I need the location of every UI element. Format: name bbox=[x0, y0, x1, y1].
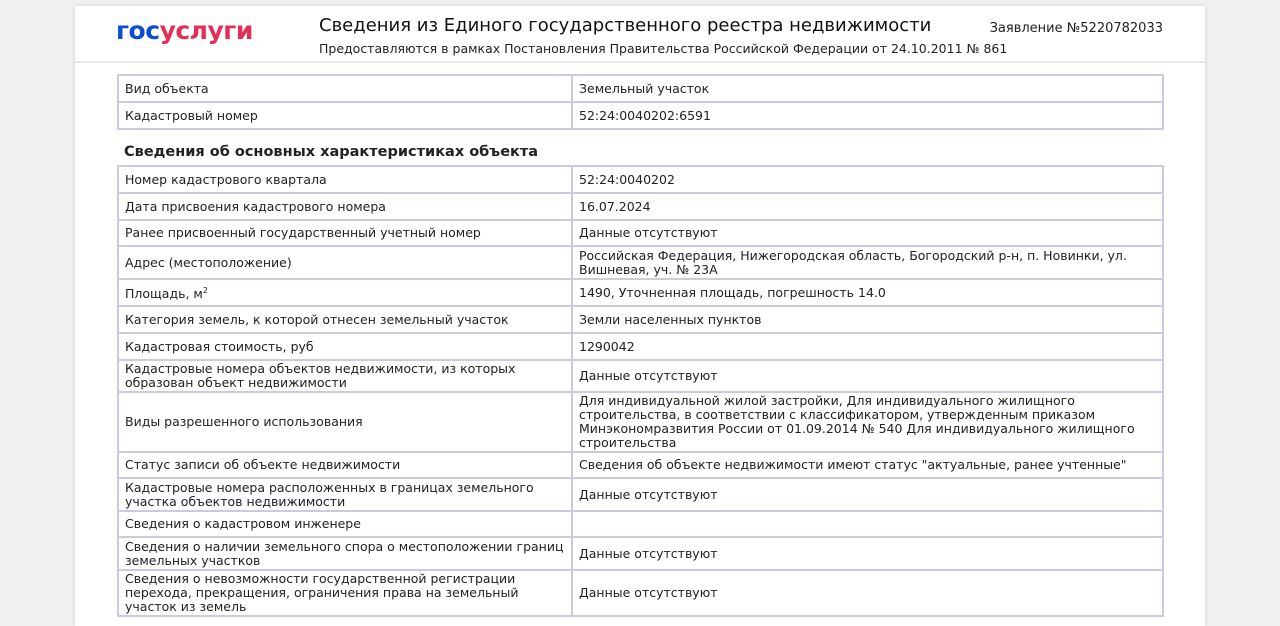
row-value: Земли населенных пунктов bbox=[572, 306, 1163, 333]
label-text: Статус записи об объекте недвижимости bbox=[125, 457, 401, 472]
row-label bbox=[118, 570, 572, 616]
document-header bbox=[75, 6, 1205, 63]
row-label bbox=[118, 306, 572, 333]
row-value: Данные отсутствуют bbox=[572, 478, 1163, 511]
row-label bbox=[118, 537, 572, 570]
logo-part: услуги bbox=[159, 16, 253, 45]
row-label bbox=[118, 279, 572, 306]
label-text: Адрес (местоположение) bbox=[125, 254, 292, 270]
section-title: Сведения об основных характеристиках объекта bbox=[124, 144, 539, 160]
label-text: Сведения о кадастровом инженере bbox=[125, 516, 361, 531]
label-text: Номер кадастрового квартала bbox=[125, 171, 327, 187]
table-row bbox=[118, 478, 1163, 511]
row-label bbox=[118, 166, 572, 193]
table-row bbox=[118, 570, 1163, 616]
table-row bbox=[118, 306, 1163, 333]
row-value: Данные отсутствуют bbox=[572, 220, 1163, 246]
table-row bbox=[118, 220, 1163, 246]
row-label bbox=[118, 360, 572, 392]
row-label bbox=[118, 246, 572, 279]
row-value: Сведения об объекте недвижимости имеют статус "актуальные, ранее учтенные" bbox=[572, 452, 1163, 478]
label-text: Кадастровая стоимость, руб bbox=[125, 338, 314, 354]
object-table bbox=[117, 74, 1164, 130]
row-value: Данные отсутствуют bbox=[572, 537, 1163, 570]
row-label bbox=[118, 478, 572, 511]
label-text: Площадь, м bbox=[125, 286, 203, 302]
row-value: 52:24:0040202 bbox=[572, 166, 1163, 193]
gosuslugi-logo bbox=[116, 16, 253, 45]
table-row bbox=[118, 279, 1163, 306]
superscript: 2 bbox=[202, 285, 208, 295]
row-value: 1290042 bbox=[572, 333, 1163, 360]
row-value: 1490, Уточненная площадь, погрешность 14.0 bbox=[572, 279, 1163, 306]
table-row bbox=[118, 166, 1163, 193]
row-value: Российская Федерация, Нижегородская область, Богородский р-н, п. Новинки, ул. Вишневая, уч. № 23А bbox=[572, 246, 1163, 279]
label-text: Кадастровые номера расположенных в границах земельного участка объектов недвижимости bbox=[125, 479, 534, 509]
table-row bbox=[118, 102, 1163, 129]
row-value: Данные отсутствуют bbox=[572, 570, 1163, 616]
label-text: Ранее присвоенный государственный учетный номер bbox=[125, 225, 481, 240]
row-label: Кадастровый номер bbox=[118, 102, 572, 129]
label-text: Кадастровые номера объектов недвижимости, из которых образован объект недвижимости bbox=[125, 361, 516, 390]
label-text: Сведения о невозможности государственной регистрации перехода, прекращения, ограничения права на земельный участок из земель bbox=[125, 571, 519, 614]
document-title: Сведения из Единого государственного реестра недвижимости bbox=[319, 15, 932, 36]
table-row bbox=[118, 360, 1163, 392]
row-value bbox=[572, 511, 1163, 537]
row-value: 16.07.2024 bbox=[572, 193, 1163, 220]
logo-part: гос bbox=[116, 16, 160, 45]
label-text: Категория земель, к которой отнесен земельный участок bbox=[125, 311, 509, 327]
table-row bbox=[118, 511, 1163, 537]
document-subtitle: Предоставляются в рамках Постановления Правительства Российской Федерации от 24.10.2011 № 861 bbox=[319, 41, 1008, 56]
table-row bbox=[118, 246, 1163, 279]
row-label bbox=[118, 511, 572, 537]
row-label bbox=[118, 333, 572, 360]
label-text: Сведения о наличии земельного спора о местоположении границ земельных участков bbox=[125, 538, 564, 568]
row-value: 52:24:0040202:6591 bbox=[572, 102, 1163, 129]
application-number: Заявление №5220782033 bbox=[989, 21, 1163, 36]
table-row bbox=[118, 75, 1163, 102]
row-value: Данные отсутствуют bbox=[572, 360, 1163, 392]
row-label bbox=[118, 452, 572, 478]
characteristics-table bbox=[117, 165, 1164, 617]
row-label bbox=[118, 392, 572, 452]
document-page bbox=[75, 6, 1205, 626]
row-label bbox=[118, 193, 572, 220]
row-label bbox=[118, 220, 572, 246]
label-text: Дата присвоения кадастрового номера bbox=[125, 198, 386, 214]
table-row bbox=[118, 333, 1163, 360]
row-value: Для индивидуальной жилой застройки, Для индивидуального жилищного строительства, в соответствии с классификатором, утвержденным приказом Минэкономразвития России от 01.09.2014 № 540 Для индивидуального жилищного строительства bbox=[572, 392, 1163, 452]
table-row bbox=[118, 452, 1163, 478]
row-value: Земельный участок bbox=[572, 75, 1163, 102]
table-row bbox=[118, 537, 1163, 570]
row-label: Вид объекта bbox=[118, 75, 572, 102]
table-row bbox=[118, 392, 1163, 452]
label-text: Виды разрешенного использования bbox=[125, 414, 363, 429]
table-row bbox=[118, 193, 1163, 220]
